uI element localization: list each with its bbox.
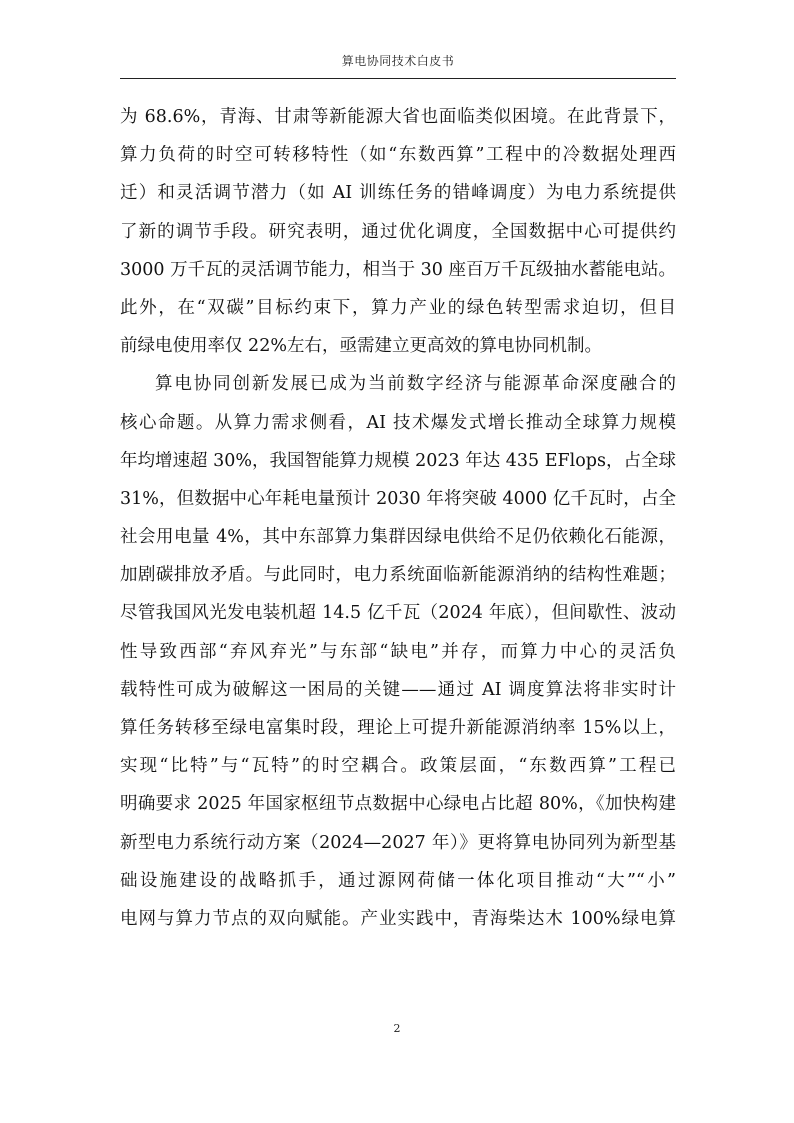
text-line: 3000 万千瓦的灵活调节能力，相当于 30 座百万千瓦级抽水蓄能电站。 [120,259,676,280]
text-line: 迁）和灵活调节潜力（如 AI 训练任务的错峰调度）为电力系统提供 [120,183,676,204]
text-line: 电网与算力节点的双向赋能。产业实践中，青海柴达木 100%绿电算 [120,908,676,929]
text-line: 31%，但数据中心年耗电量预计 2030 年将突破 4000 亿千瓦时，占全 [120,488,676,509]
text-line: 此外，在“双碳”目标约束下，算力产业的绿色转型需求迫切，但目 [120,297,676,318]
text-line: 年均增速超 30%，我国智能算力规模 2023 年达 435 EFlops，占全球 [120,450,676,471]
page-number: 2 [393,1022,401,1035]
text-line: 础设施建设的战略抓手，通过源网荷储一体化项目推动“大”“小” [120,870,676,891]
header-title: 算电协同技术白皮书 [341,54,455,68]
text-line: 前绿电使用率仅 22%左右，亟需建立更高效的算电协同机制。 [120,336,602,357]
text-line: 了新的调节手段。研究表明，通过优化调度，全国数据中心可提供约 [120,221,676,242]
text-line: 加剧碳排放矛盾。与此同时，电力系统面临新能源消纳的结构性难题； [120,565,676,586]
text-line: 算任务转移至绿电富集时段，理论上可提升新能源消纳率 15%以上， [120,718,676,738]
text-line: 新型电力系统行动方案（2024—2027 年）》更将算电协同列为新型基 [120,832,676,853]
text-line: 算电协同创新发展已成为当前数字经济与能源革命深度融合的 [155,374,676,395]
text-line: 性导致西部“弃风弃光”与东部“缺电”并存，而算力中心的灵活负 [120,641,676,662]
text-line: 实现“比特”与“瓦特”的时空耦合。政策层面，“东数西算”工程已 [120,756,676,777]
text-line: 算力负荷的时空可转移特性（如“东数西算”工程中的冷数据处理西 [120,145,676,166]
text-line: 尽管我国风光发电装机超 14.5 亿千瓦（2024 年底），但间歇性、波动 [120,603,676,624]
paragraph-2 [120,365,676,938]
page-header [120,50,676,79]
text-line: 明确要求 2025 年国家枢纽节点数据中心绿电占比超 80%，《加快构建 [120,794,676,815]
body-text [120,98,676,938]
text-line: 为 68.6%，青海、甘肃等新能源大省也面临类似困境。在此背景下， [120,107,676,127]
text-line: 社会用电量 4%，其中东部算力集群因绿电供给不足仍依赖化石能源， [120,527,676,548]
paragraph-1 [120,98,676,365]
text-line: 核心命题。从算力需求侧看，AI 技术爆发式增长推动全球算力规模 [120,412,676,433]
text-line: 载特性可成为破解这一困局的关键——通过 AI 调度算法将非实时计 [120,679,676,700]
